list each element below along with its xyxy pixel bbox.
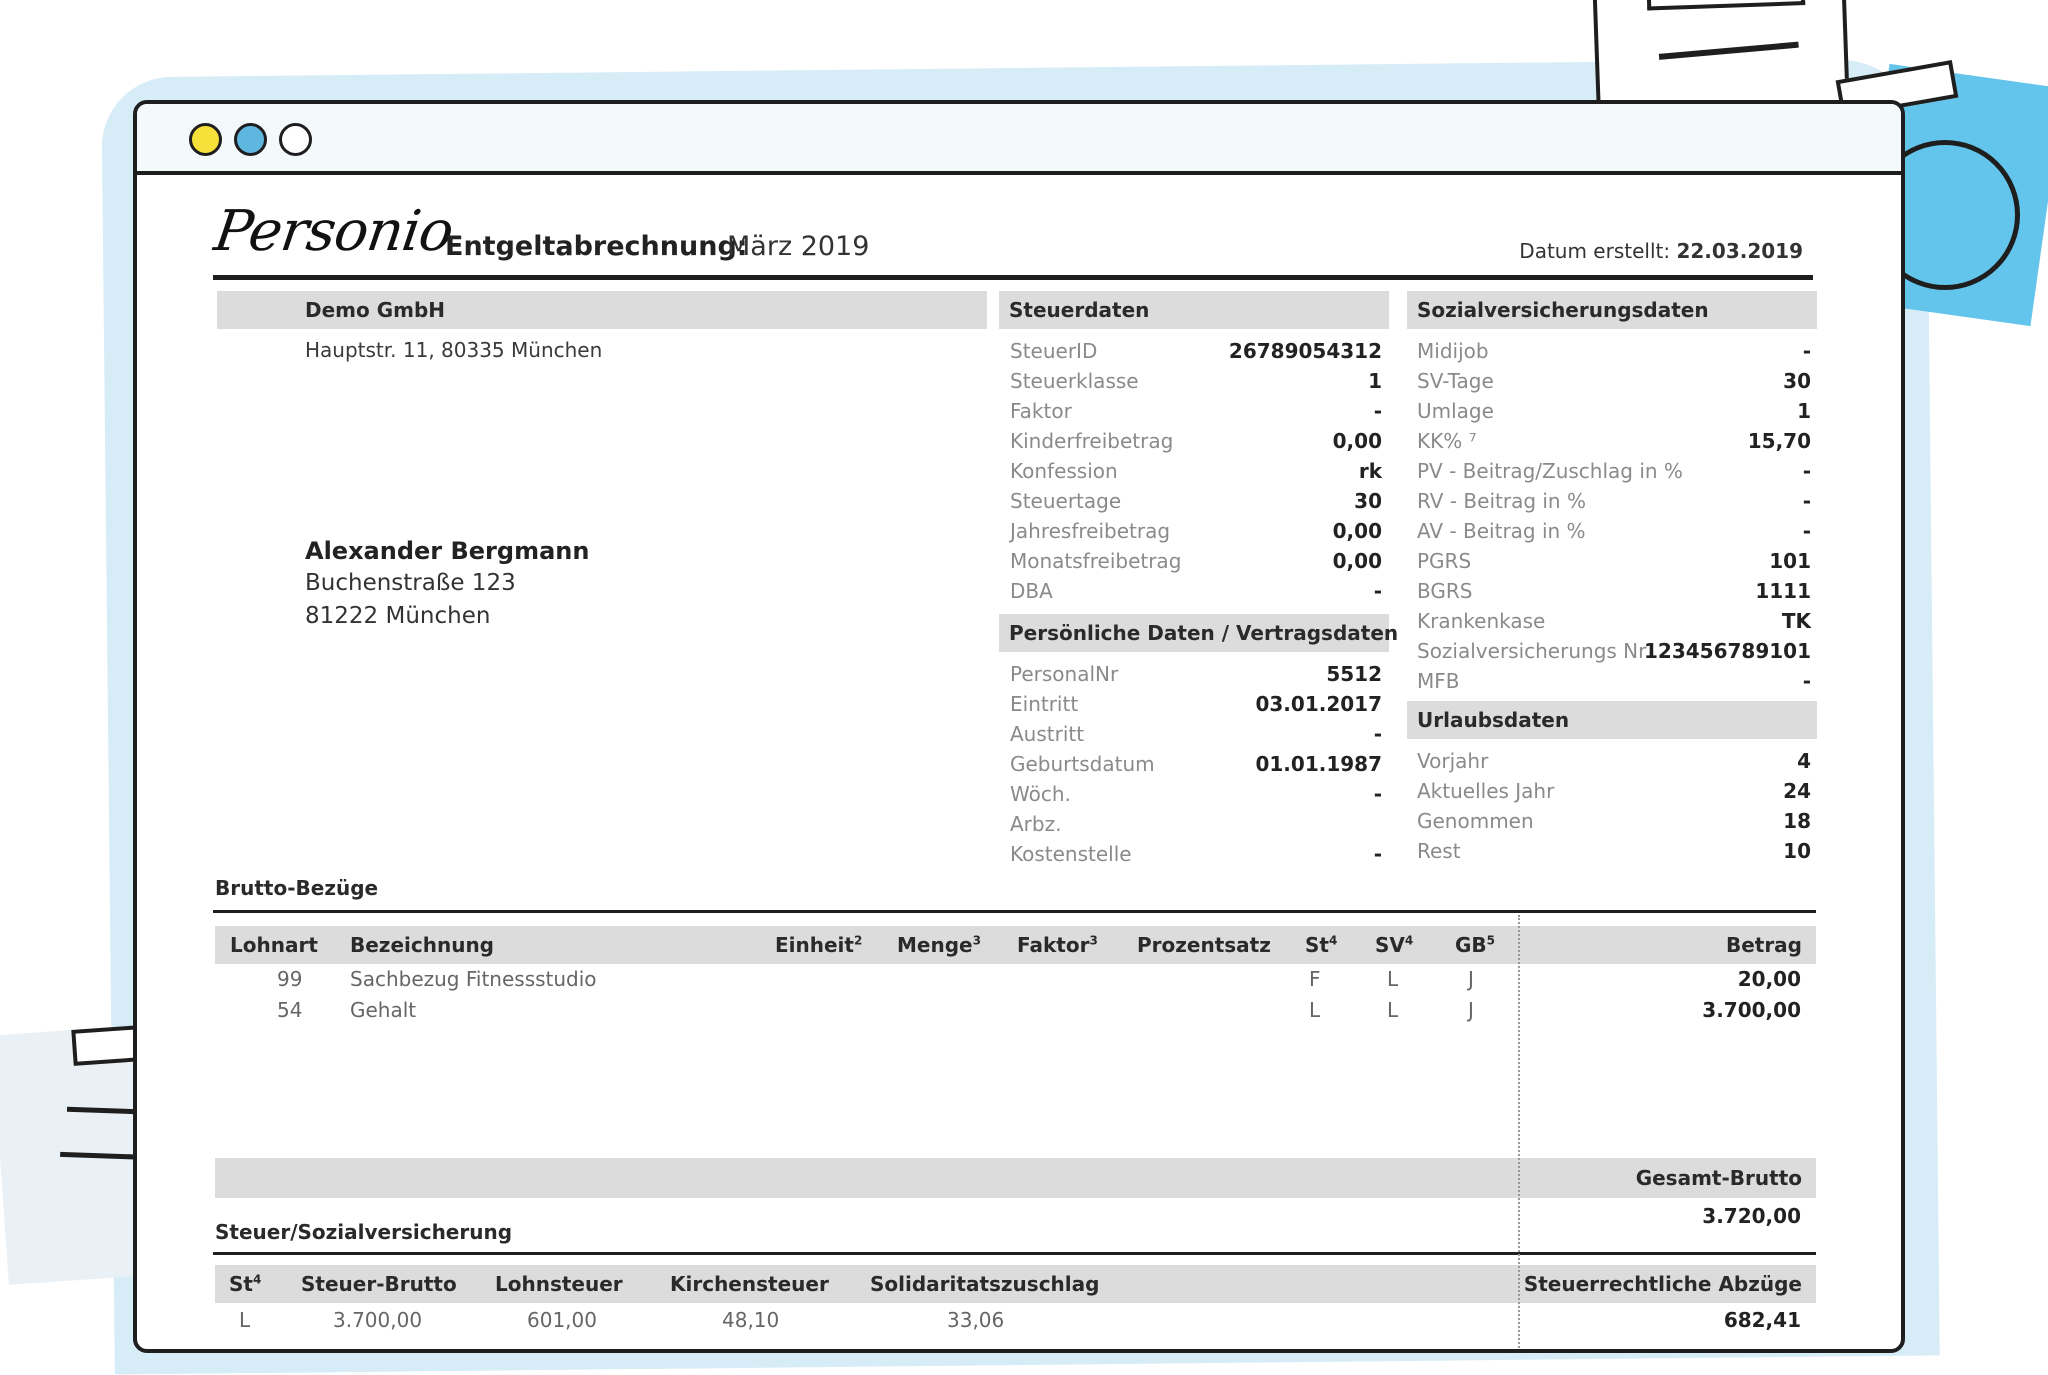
created-label: Datum erstellt: bbox=[1519, 239, 1671, 263]
employee-street: Buchenstraße 123 bbox=[305, 570, 516, 596]
col-menge: Menge$^3$ bbox=[897, 933, 981, 957]
sozial-value: - bbox=[1802, 489, 1811, 513]
sozial-value: - bbox=[1802, 459, 1811, 483]
steuerdaten-row bbox=[1010, 429, 1382, 455]
sozial-row bbox=[1417, 489, 1811, 515]
sozial-row bbox=[1417, 609, 1811, 635]
bezeichnung-cell: Sachbezug Fitnessstudio bbox=[350, 967, 597, 991]
persoenlich-row bbox=[1010, 752, 1382, 778]
sozial-header-bar bbox=[1407, 291, 1817, 329]
persoenlich-row bbox=[1010, 812, 1382, 838]
persoenlich-label: PersonalNr bbox=[1010, 662, 1119, 686]
sozial-row bbox=[1417, 399, 1811, 425]
persoenlich-label: Wöch. bbox=[1010, 782, 1071, 806]
payslip-document bbox=[137, 175, 1901, 1349]
sozial-row bbox=[1417, 639, 1811, 665]
document-month: März 2019 bbox=[727, 231, 870, 262]
window-maximize-button[interactable] bbox=[279, 123, 312, 156]
urlaub-label: Vorjahr bbox=[1417, 749, 1489, 773]
urlaub-value: 18 bbox=[1783, 809, 1811, 833]
window-minimize-button[interactable] bbox=[234, 123, 267, 156]
window-titlebar bbox=[137, 104, 1901, 175]
st-cell: L bbox=[1309, 998, 1321, 1022]
gesamt-brutto-bar bbox=[215, 1158, 1816, 1198]
persoenlich-value: 03.01.2017 bbox=[1255, 692, 1382, 716]
kirchensteuer-value: 48,10 bbox=[722, 1308, 780, 1332]
steuerdaten-value: 30 bbox=[1354, 489, 1382, 513]
sozial-label: Sozialversicherungs Nr. bbox=[1417, 639, 1651, 663]
sozial-value: 30 bbox=[1783, 369, 1811, 393]
col-soli: Solidaritatszuschlag bbox=[870, 1272, 1100, 1296]
steuerdaten-label: Faktor bbox=[1010, 399, 1072, 423]
col-bezeichnung: Bezeichnung bbox=[350, 933, 494, 957]
steuerdaten-label: Jahresfreibetrag bbox=[1010, 519, 1171, 543]
steuer-rule bbox=[213, 1252, 1816, 1255]
persoenlich-row bbox=[1010, 692, 1382, 718]
sozial-row bbox=[1417, 519, 1811, 545]
sozial-label: PGRS bbox=[1417, 549, 1472, 573]
sozial-value: TK bbox=[1781, 609, 1811, 633]
urlaub-value: 4 bbox=[1797, 749, 1811, 773]
sozial-row bbox=[1417, 369, 1811, 395]
sozial-value: 123456789101 bbox=[1644, 639, 1811, 663]
created-value: 22.03.2019 bbox=[1676, 239, 1803, 263]
steuerdaten-value: - bbox=[1373, 399, 1382, 423]
urlaub-row bbox=[1417, 749, 1811, 775]
col-lohnart: Lohnart bbox=[230, 933, 318, 957]
steuerdaten-value: rk bbox=[1358, 459, 1382, 483]
lohnsteuer-value: 601,00 bbox=[527, 1308, 597, 1332]
sozial-row bbox=[1417, 339, 1811, 365]
gesamt-brutto-value: 3.720,00 bbox=[1702, 1204, 1801, 1228]
sv-cell: L bbox=[1387, 967, 1399, 991]
col-st: St$^4$ bbox=[1305, 933, 1338, 957]
gb-cell: J bbox=[1468, 998, 1474, 1022]
urlaub-value: 10 bbox=[1783, 839, 1811, 863]
persoenlich-value: 01.01.1987 bbox=[1255, 752, 1382, 776]
company-address: Hauptstr. 11, 80335 München bbox=[305, 338, 603, 362]
company-name: Demo GmbH bbox=[305, 298, 446, 322]
sozial-label: KK% ⁷ bbox=[1417, 429, 1477, 453]
sozial-label: Umlage bbox=[1417, 399, 1494, 423]
employee-city: 81222 München bbox=[305, 603, 491, 629]
persoenlich-label: Arbz. bbox=[1010, 812, 1062, 836]
steuerdaten-label: Steuertage bbox=[1010, 489, 1122, 513]
sozial-label: AV - Beitrag in % bbox=[1417, 519, 1586, 543]
urlaub-row bbox=[1417, 779, 1811, 805]
urlaub-header-bar bbox=[1407, 701, 1817, 739]
persoenlich-value: - bbox=[1373, 782, 1382, 806]
steuerdaten-title: Steuerdaten bbox=[1009, 298, 1150, 322]
persoenlich-value: - bbox=[1373, 722, 1382, 746]
persoenlich-value: 5512 bbox=[1326, 662, 1382, 686]
steuer-st: L bbox=[239, 1308, 251, 1332]
urlaub-label: Aktuelles Jahr bbox=[1417, 779, 1555, 803]
steuerdaten-value: 0,00 bbox=[1332, 429, 1382, 453]
col-sv: $SV^4$ bbox=[1375, 933, 1414, 957]
sozial-title: Sozialversicherungsdaten bbox=[1417, 298, 1709, 322]
persoenlich-label: Kostenstelle bbox=[1010, 842, 1132, 866]
sv-cell: L bbox=[1387, 998, 1399, 1022]
col-kirchensteuer: Kirchensteuer bbox=[670, 1272, 829, 1296]
gesamt-brutto-label: Gesamt-Brutto bbox=[1635, 1166, 1802, 1190]
sozial-value: 1 bbox=[1797, 399, 1811, 423]
persoenlich-title: Persönliche Daten / Vertragsdaten bbox=[1009, 621, 1399, 645]
steuerdaten-header-bar bbox=[999, 291, 1389, 329]
steuerdaten-label: Konfession bbox=[1010, 459, 1118, 483]
urlaub-title: Urlaubsdaten bbox=[1417, 708, 1570, 732]
persoenlich-row bbox=[1010, 722, 1382, 748]
sozial-value: - bbox=[1802, 669, 1811, 693]
steuerdaten-value: - bbox=[1373, 579, 1382, 603]
sozial-label: Krankenkase bbox=[1417, 609, 1546, 633]
personio-logo: Personio bbox=[210, 199, 457, 264]
sozial-value: - bbox=[1802, 339, 1811, 363]
steuerdaten-label: Steuerklasse bbox=[1010, 369, 1139, 393]
sozial-label: RV - Beitrag in % bbox=[1417, 489, 1586, 513]
sozial-value: 101 bbox=[1769, 549, 1811, 573]
sozial-value: - bbox=[1802, 519, 1811, 543]
steuerdaten-value: 0,00 bbox=[1332, 549, 1382, 573]
steuerdaten-row bbox=[1010, 579, 1382, 605]
sozial-label: SV-Tage bbox=[1417, 369, 1494, 393]
steuerdaten-row bbox=[1010, 459, 1382, 485]
steuerdaten-row bbox=[1010, 369, 1382, 395]
column-divider bbox=[1518, 915, 1520, 1353]
steuerdaten-value: 1 bbox=[1368, 369, 1382, 393]
col-st-steuer: St$^4$ bbox=[229, 1272, 262, 1296]
col-gb: $GB^5$ bbox=[1455, 933, 1496, 957]
steuer-title: Steuer/Sozialversicherung bbox=[215, 1220, 513, 1244]
sozial-value: 1111 bbox=[1755, 579, 1811, 603]
employee-name: Alexander Bergmann bbox=[305, 537, 590, 565]
urlaub-row bbox=[1417, 839, 1811, 865]
persoenlich-row bbox=[1010, 782, 1382, 808]
persoenlich-label: Geburtsdatum bbox=[1010, 752, 1155, 776]
sozial-label: PV - Beitrag/Zuschlag in % bbox=[1417, 459, 1683, 483]
brutto-header-row bbox=[215, 926, 1816, 964]
steuerdaten-row bbox=[1010, 549, 1382, 575]
steuerdaten-row bbox=[1010, 489, 1382, 515]
lohnart-cell: 99 bbox=[277, 967, 303, 991]
betrag-cell: 20,00 bbox=[1737, 967, 1801, 991]
brutto-title: Brutto-Bezüge bbox=[215, 876, 379, 900]
col-prozentsatz: Prozentsatz bbox=[1137, 933, 1271, 957]
document-title: Entgeltabrechnung: bbox=[445, 231, 748, 262]
urlaub-value: 24 bbox=[1783, 779, 1811, 803]
col-einheit: Einheit$^2$ bbox=[775, 933, 863, 957]
col-lohnsteuer: Lohnsteuer bbox=[495, 1272, 623, 1296]
sozial-row bbox=[1417, 459, 1811, 485]
gb-cell: J bbox=[1468, 967, 1474, 991]
sozial-label: BGRS bbox=[1417, 579, 1473, 603]
bezeichnung-cell: Gehalt bbox=[350, 998, 417, 1022]
soli-value: 33,06 bbox=[947, 1308, 1005, 1332]
sozial-label: MFB bbox=[1417, 669, 1460, 693]
window-close-button[interactable] bbox=[189, 123, 222, 156]
created-date bbox=[1519, 239, 1803, 263]
company-header-bar bbox=[217, 291, 987, 329]
steuerdaten-row bbox=[1010, 339, 1382, 365]
persoenlich-row bbox=[1010, 662, 1382, 688]
sozial-row bbox=[1417, 429, 1811, 455]
steuerdaten-label: Monatsfreibetrag bbox=[1010, 549, 1182, 573]
brutto-rule bbox=[213, 910, 1816, 913]
col-steuer-brutto: Steuer-Brutto bbox=[301, 1272, 457, 1296]
persoenlich-row bbox=[1010, 842, 1382, 868]
persoenlich-header-bar bbox=[999, 614, 1399, 652]
betrag-cell: 3.700,00 bbox=[1702, 998, 1801, 1022]
st-cell: F bbox=[1309, 967, 1321, 991]
abzuege-value: 682,41 bbox=[1723, 1308, 1801, 1332]
steuer-brutto-value: 3.700,00 bbox=[333, 1308, 423, 1332]
col-betrag: Betrag bbox=[1725, 933, 1802, 957]
urlaub-row bbox=[1417, 809, 1811, 835]
sozial-label: Midijob bbox=[1417, 339, 1489, 363]
urlaub-label: Rest bbox=[1417, 839, 1461, 863]
steuerdaten-row bbox=[1010, 519, 1382, 545]
sozial-value: 15,70 bbox=[1747, 429, 1811, 453]
steuerdaten-row bbox=[1010, 399, 1382, 425]
sozial-row bbox=[1417, 579, 1811, 605]
persoenlich-label: Austritt bbox=[1010, 722, 1085, 746]
persoenlich-label: Eintritt bbox=[1010, 692, 1079, 716]
steuer-header-row bbox=[215, 1265, 1816, 1303]
persoenlich-value: - bbox=[1373, 842, 1382, 866]
header-rule bbox=[213, 275, 1813, 280]
steuerdaten-value: 26789054312 bbox=[1228, 339, 1382, 363]
sozial-row bbox=[1417, 549, 1811, 575]
col-abzuege: Steuerrechtliche Abzüge bbox=[1523, 1272, 1802, 1296]
sozial-row bbox=[1417, 669, 1811, 695]
col-faktor: Faktor$^3$ bbox=[1017, 933, 1098, 957]
steuerdaten-label: DBA bbox=[1010, 579, 1053, 603]
steuerdaten-value: 0,00 bbox=[1332, 519, 1382, 543]
steuerdaten-label: SteuerID bbox=[1010, 339, 1098, 363]
browser-window bbox=[133, 100, 1905, 1353]
lohnart-cell: 54 bbox=[277, 998, 303, 1022]
urlaub-label: Genommen bbox=[1417, 809, 1534, 833]
steuerdaten-label: Kinderfreibetrag bbox=[1010, 429, 1174, 453]
